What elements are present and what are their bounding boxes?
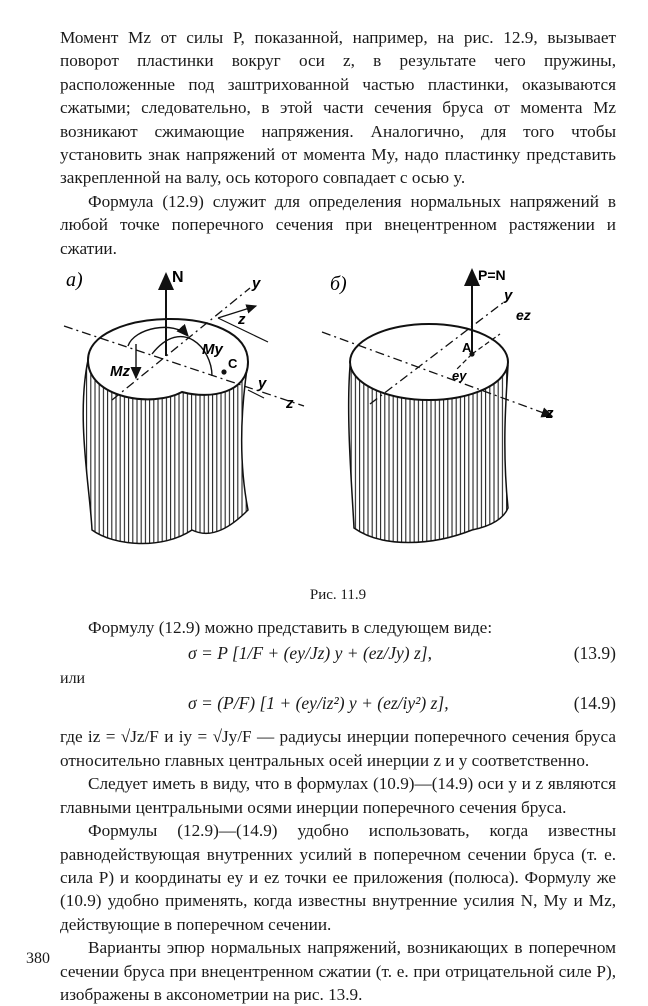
- figure-11-9: [60, 268, 616, 604]
- equation-expr: σ = P [1/F + (ey/Jz) y + (ez/Jy) z],: [188, 643, 432, 664]
- paragraph-7: Варианты эпюр нормальных напряжений, возникающих в поперечном сечении бруса при внецентренном сжатии (т. е. при отрицательной силе P), изображены в аксонометрии на рис. 13.9.: [60, 938, 616, 1004]
- point-c: [221, 369, 226, 374]
- equation-13-9: [60, 639, 616, 669]
- label-ey: ey: [452, 368, 467, 384]
- label-ez: ez: [516, 307, 531, 324]
- page-content: [60, 26, 616, 1006]
- panel-a: [64, 274, 304, 544]
- equation-number: (14.9): [573, 693, 616, 714]
- label-y-b: y: [504, 287, 513, 305]
- label-z2-a: z: [286, 395, 294, 413]
- label-c: C: [228, 356, 238, 372]
- paragraph-1: Момент Mz от силы P, показанной, например, на рис. 12.9, вызывает поворот пластинки вокруг оси z, в результате чего пружины, расположенные под заштрихованной частью пластинки, оказываются сжатыми; следовательно, в этой части сечения бруса от момента Mz возникают сжимающие напряжения. Аналогично, для того чтобы установить знак напряжений от момента My, надо пластинку представить закрепленной на валу, ось которого совпадает с осью y.: [60, 28, 616, 188]
- paragraph-3: Формулу (12.9) можно представить в следующем виде:: [88, 618, 493, 638]
- label-z-a: z: [238, 311, 246, 329]
- cylinder-top-b: [350, 324, 508, 400]
- panel-b-tag: б): [330, 273, 347, 296]
- cylinder-top-a: [88, 319, 248, 399]
- paragraph-2: Формула (12.9) служит для определения нормальных напряжений в любой точке поперечного сечения при внецентренном растяжении и сжатии.: [60, 191, 616, 258]
- equation-14-9: [60, 689, 616, 719]
- figure-drawing: [52, 268, 622, 580]
- word-ili: или: [60, 670, 86, 688]
- paragraph-4: где iz = √Jz/F и iy = √Jy/F — радиусы инерции поперечного сечения бруса относительно главных центральных осей инерции z и y соответственно.: [60, 727, 616, 770]
- equation-expr: σ = (P/F) [1 + (ey/iz²) y + (ez/iy²) z],: [188, 693, 449, 714]
- label-y-a: y: [252, 275, 261, 293]
- label-a: A: [462, 340, 472, 356]
- label-y2-a: y: [258, 375, 267, 393]
- figure-caption: Рис. 11.9: [309, 587, 367, 604]
- panel-a-tag: а): [66, 269, 83, 292]
- paragraph-5: Следует иметь в виду, что в формулах (10.9)—(14.9) оси y и z являются главными центральными осями инерции поперечного сечения бруса.: [60, 774, 616, 817]
- label-mz: Mz: [110, 363, 130, 381]
- paragraph-6: Формулы (12.9)—(14.9) удобно использовать, когда известны равнодействующая внутренних усилий в поперечном сечении бруса (т. е. сила P) и координаты ey и ez точки ее приложения (полюса). Формулу же (10.9) удобно применять, когда известны внутренние усилия N, My и Mz, действующие в поперечном сечении.: [60, 821, 616, 934]
- label-z-b: z: [546, 405, 554, 423]
- label-my: My: [202, 341, 223, 359]
- page-number: 380: [26, 950, 50, 967]
- label-n-a: N: [172, 269, 184, 287]
- equation-number: (13.9): [573, 643, 616, 664]
- label-p-n: P=N: [478, 268, 506, 284]
